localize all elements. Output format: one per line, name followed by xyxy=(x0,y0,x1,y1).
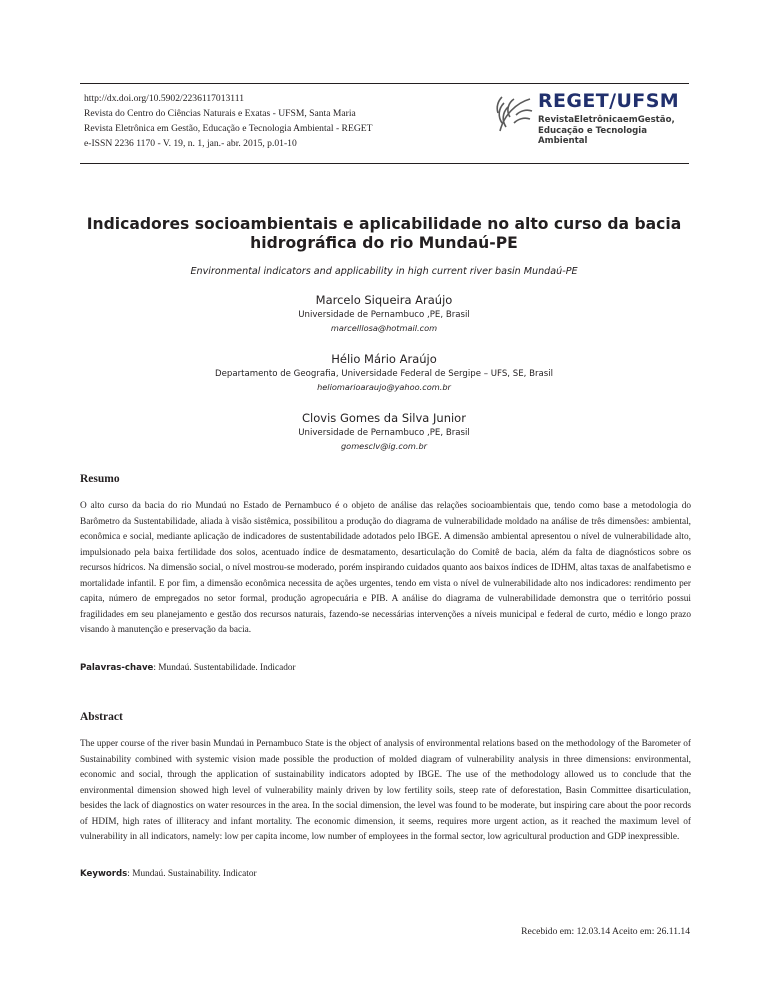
author-email[interactable]: heliomarioaraujo@yahoo.com.br xyxy=(317,382,451,392)
logo-title: REGET/UFSM xyxy=(538,90,680,112)
doi-link[interactable]: http://dx.doi.org/10.5902/2236117013111 xyxy=(84,93,244,104)
author-affiliation: Universidade de Pernambuco ,PE, Brasil xyxy=(298,428,470,438)
logo-subtitle-word: Revista xyxy=(538,115,575,125)
abstract-text: The upper course of the river basin Mundaú in Pernambuco State is the object of analysis of environmental relations based on the methodology of the Barometer of Sustainability combined with systemic vision made possible the production of molded diagram of vulnerability analysis in three dimensions: environmental, economic and social, through the application of sustainability indicators adopted by IBGE. The use of the methodology allowed us to conclude that the environmental dimension showed high level of vulnerability mainly driven by low fertility soils, steep rate of deforestation, Basin Committee disarticulation, besides the lack of diagnostics on water resources in the area. In the social dimension, the level was found to be moderate, but inspiring care about the poor records of HDIM, high rates of illiteracy and infant mortality. The economic dimension, it seems, requires more urgent action, as it reached the maximum level of vulnerability in all indicators, namely: low per capita income, low number of employees in the formal sector, low agricultural production and GDP inexpressible. xyxy=(80,739,691,842)
header-top-rule xyxy=(80,83,689,84)
author-block xyxy=(84,411,684,451)
journal-line-2: Revista Eletrônica em Gestão, Educação e Tecnologia Ambiental - REGET xyxy=(84,123,373,134)
logo-subtitle-line-2: Educação e Tecnologia Ambiental xyxy=(538,125,648,146)
logo-subtitle xyxy=(538,115,675,147)
keywords-label: Palavras-chave xyxy=(80,663,154,673)
logo-subtitle-word: Eletrônica xyxy=(574,115,623,125)
resumo-keywords xyxy=(80,663,296,673)
logo-subtitle-word: Gestão, xyxy=(637,115,675,125)
author-name: Clovis Gomes da Silva Junior xyxy=(302,411,466,425)
article-title: Indicadores socioambientais e aplicabilidade no alto curso da bacia hidrográfica do rio Mundaú-PE xyxy=(86,215,682,252)
author-block xyxy=(84,352,684,392)
leaf-globe-icon xyxy=(494,93,534,139)
keywords-value: : Mundaú. Sustentabilidade. Indicador xyxy=(153,663,296,673)
author-email[interactable]: marcelllosa@hotmail.com xyxy=(330,323,438,333)
keywords-label: Keywords xyxy=(80,869,128,879)
abstract-heading: Abstract xyxy=(80,711,123,723)
resumo-text: O alto curso da bacia do rio Mundaú no Estado de Pernambuco é o objeto de análise das relações socioambientais que, tendo como base a metodologia do Barômetro da Sustentabilidade, aliada à visão sistêmica, possibilitou a produção do diagrama de vulnerabilidade moldado na análise de três dimensões: ambiental, econômica e social, mediante aplicação de indicadores de sustentabilidade adotados pelo IBGE. A dimensão ambiental apresentou o nível de vulnerabilidade alto, impulsionado pela baixa fertilidade dos solos, acentuado índice de desmatamento, desarticulação do Comitê de bacia, além da falta de diagnósticos sobre os recursos hídricos. Na dimensão social, o nível mostrou-se moderado, porém inspirando cuidados quanto aos baixos índices de IDHM, altas taxas de analfabetismo e mortalidade infantil. E por fim, a dimensão econômica necessita de ações urgentes, tendo em vista o nível de vulnerabilidade alto nos indicadores: rendimento per capita, número de empregados no setor formal, produção agropecuária e PIB. A análise do diagrama de vulnerabilidade demonstra que o território possui fragilidades em seu planejamento e gestão dos recursos naturais, fazendo-se necessárias intervenções a níveis municipal e federal de curto, médio e longo prazo visando à manutenção e preservação da bacia. xyxy=(80,501,691,635)
author-affiliation: Universidade de Pernambuco ,PE, Brasil xyxy=(298,310,470,320)
logo-subtitle-word: em xyxy=(622,115,638,125)
author-email[interactable]: gomesclv@ig.com.br xyxy=(340,441,428,451)
article-title-english: Environmental indicators and applicability in high current river basin Mundaú-PE xyxy=(190,266,578,277)
journal-meta xyxy=(84,91,372,151)
author-name: Marcelo Siqueira Araújo xyxy=(315,293,453,307)
author-name: Hélio Mário Araújo xyxy=(331,352,437,366)
issn-line: e-ISSN 2236 1170 - V. 19, n. 1, jan.- abr. 2015, p.01-10 xyxy=(84,138,297,149)
header-bottom-rule xyxy=(80,163,689,164)
author-affiliation: Departamento de Geografia, Universidade Federal de Sergipe – UFS, SE, Brasil xyxy=(214,369,554,379)
resumo-heading: Resumo xyxy=(80,473,120,485)
journal-logo xyxy=(494,90,690,146)
abstract-keywords xyxy=(80,869,257,879)
keywords-value: : Mundaú. Sustainability. Indicator xyxy=(127,869,257,879)
author-block xyxy=(84,293,684,333)
journal-line-1: Revista do Centro do Ciências Naturais e Exatas - UFSM, Santa Maria xyxy=(84,108,356,119)
received-accepted-dates: Recebido em: 12.03.14 Aceito em: 26.11.14 xyxy=(521,926,690,937)
